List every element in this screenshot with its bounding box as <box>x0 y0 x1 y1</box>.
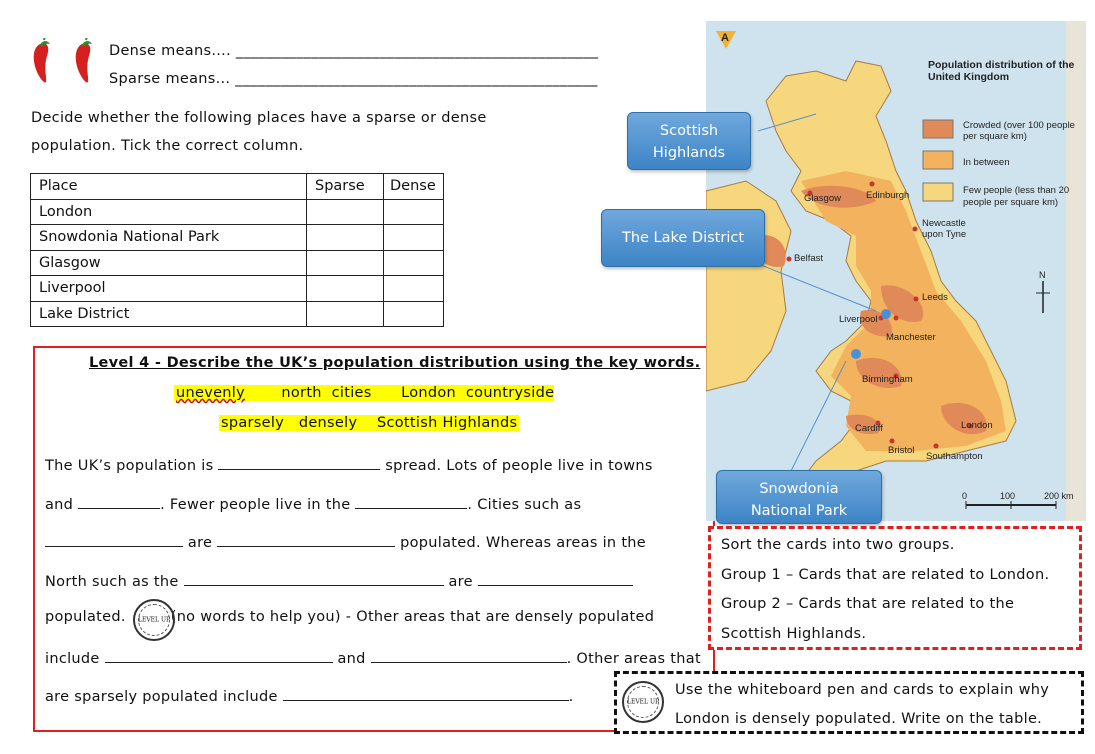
card-label: Scottish <box>659 123 719 139</box>
sentence-text: are sparsely populated include <box>45 689 278 705</box>
place-cell: Lake District <box>31 301 307 327</box>
header-sparse: Sparse <box>307 174 384 200</box>
map-badge: A <box>721 32 729 44</box>
legend-label: Crowded (over 100 people <box>963 120 1075 131</box>
keyword: London <box>401 385 457 401</box>
lake-district-card[interactable] <box>601 209 765 267</box>
sentence-text: are <box>448 574 473 590</box>
sparse-label: Sparse means... <box>109 71 231 87</box>
sentence-2 <box>45 494 581 513</box>
keyword: cities <box>331 385 372 401</box>
sentence-text: The UK’s population is <box>45 458 214 474</box>
snowdonia-card[interactable] <box>716 470 882 524</box>
keyword-bank-row-2 <box>219 415 519 431</box>
sparse-tick-cell[interactable] <box>307 276 384 302</box>
city-label: Birmingham <box>862 374 913 385</box>
sentence-text: . <box>568 689 574 705</box>
sparse-answer-line[interactable]: ________________________________________________ <box>235 71 598 87</box>
sentence-7 <box>45 686 574 705</box>
place-cell: London <box>31 199 307 225</box>
card-label: National Park <box>750 503 848 519</box>
place-cell: Snowdonia National Park <box>31 225 307 251</box>
sentence-text: spread. Lots of people live in towns <box>385 458 653 474</box>
answer-blank[interactable] <box>478 571 633 586</box>
dense-label: Dense means.... <box>109 43 231 59</box>
dense-definition-row <box>109 43 598 59</box>
sort-line: Group 2 – Cards that are related to the <box>721 596 1015 612</box>
header-dense: Dense <box>384 174 444 200</box>
city-label: Belfast <box>794 253 824 264</box>
answer-blank[interactable] <box>283 686 569 701</box>
sentence-text: North such as the <box>45 574 179 590</box>
city-label: Cardiff <box>855 423 883 434</box>
city-label: Liverpool <box>839 314 878 325</box>
city-label: Bristol <box>888 445 915 456</box>
scale-label: 200 km <box>1044 491 1074 501</box>
keyword: Scottish Highlands <box>376 415 518 431</box>
keyword-bank-row-1 <box>174 385 554 401</box>
sort-line: Scottish Highlands. <box>721 626 867 642</box>
city-label: Glasgow <box>804 193 841 204</box>
level-4-heading: Level 4 - Describe the UK’s population distribution using the key words. <box>89 355 701 371</box>
sentence-6 <box>45 648 701 667</box>
answer-blank[interactable] <box>371 648 567 663</box>
sentence-3 <box>45 532 646 551</box>
sentence-1 <box>45 455 653 474</box>
scale-label: 0 <box>962 491 968 501</box>
sort-cards-box <box>708 526 1082 650</box>
sentence-text: . Other areas that <box>566 651 701 667</box>
sentence-text: include <box>45 651 100 667</box>
sort-line: Group 1 – Cards that are related to London. <box>721 567 1050 583</box>
place-cell: Liverpool <box>31 276 307 302</box>
sparse-tick-cell[interactable] <box>307 199 384 225</box>
scottish-highlands-card[interactable] <box>627 112 751 170</box>
card-label: Snowdonia <box>759 481 839 497</box>
answer-blank[interactable] <box>355 494 467 509</box>
north-arrow-icon: N <box>1039 270 1046 280</box>
city-label: Edinburgh <box>866 190 910 201</box>
sparse-tick-cell[interactable] <box>307 250 384 276</box>
sparse-tick-cell[interactable] <box>307 225 384 251</box>
card-label: The Lake District <box>621 230 745 246</box>
table-header-row <box>31 174 444 200</box>
answer-blank[interactable] <box>78 494 160 509</box>
answer-blank[interactable] <box>45 532 183 547</box>
dense-answer-line[interactable]: ________________________________________________ <box>235 43 599 59</box>
sentence-text: populated. Whereas areas in the <box>400 535 647 551</box>
city-label: London <box>961 420 993 431</box>
city-label: Leeds <box>922 292 948 303</box>
map-title-2: United Kingdom <box>928 71 1010 83</box>
level-4-task-box <box>33 346 715 732</box>
table-row <box>31 199 444 225</box>
keyword: countryside <box>465 385 555 401</box>
table-row <box>31 250 444 276</box>
table-row <box>31 276 444 302</box>
instruction-line-2: population. Tick the correct column. <box>31 138 304 154</box>
instruction-line-1: Decide whether the following places have a sparse or dense <box>31 110 487 126</box>
whiteboard-line: London is densely populated. Write on the table. <box>675 711 1043 727</box>
answer-blank[interactable] <box>218 455 380 470</box>
level-up-stamp-icon: LEVEL UP <box>622 681 664 723</box>
sentence-text: . Cities such as <box>467 497 582 513</box>
city-label: upon Tyne <box>922 229 967 240</box>
scale-label: 100 <box>1000 491 1016 501</box>
sentence-text: and <box>45 497 74 513</box>
keyword: densely <box>298 415 358 431</box>
level-up-stamp-icon: LEVEL UP <box>133 599 175 641</box>
sentence-text: . Fewer people live in the <box>160 497 351 513</box>
dense-tick-cell[interactable] <box>384 250 444 276</box>
dense-tick-cell[interactable] <box>384 301 444 327</box>
population-map <box>706 21 1086 521</box>
sort-line: Sort the cards into two groups. <box>721 537 955 553</box>
keyword: unevenly <box>176 385 246 401</box>
dense-tick-cell[interactable] <box>384 276 444 302</box>
dense-tick-cell[interactable] <box>384 225 444 251</box>
sentence-text: (no words to help you) - Other areas that are densely populated <box>170 609 655 625</box>
answer-blank[interactable] <box>184 571 444 586</box>
sparse-tick-cell[interactable] <box>307 301 384 327</box>
keyword: north <box>281 385 322 401</box>
table-row <box>31 225 444 251</box>
population-table <box>30 173 444 327</box>
answer-blank[interactable] <box>105 648 333 663</box>
dense-tick-cell[interactable] <box>384 199 444 225</box>
card-label: Highlands <box>652 145 726 161</box>
chilli-icon <box>28 38 108 86</box>
sentence-4 <box>45 571 633 590</box>
map-title-1: Population distribution of the <box>928 59 1075 71</box>
header-place: Place <box>31 174 307 200</box>
legend-label: In between <box>963 157 1010 168</box>
place-cell: Glasgow <box>31 250 307 276</box>
answer-blank[interactable] <box>217 532 395 547</box>
sentence-text: populated. <box>45 609 126 625</box>
table-row <box>31 301 444 327</box>
whiteboard-line: Use the whiteboard pen and cards to explain why <box>675 682 1050 698</box>
city-label: Newcastle <box>922 218 966 229</box>
sentence-text: and <box>337 651 366 667</box>
sentence-text: are <box>187 535 213 551</box>
whiteboard-task-box <box>614 671 1084 734</box>
keyword: sparsely <box>221 415 285 431</box>
sparse-definition-row <box>109 71 598 87</box>
city-label: Southampton <box>926 451 983 462</box>
legend-label: Few people (less than 20 <box>963 185 1070 196</box>
city-label: Manchester <box>886 332 936 343</box>
legend-label: people per square km) <box>963 197 1059 208</box>
legend-label: per square km) <box>963 131 1027 142</box>
